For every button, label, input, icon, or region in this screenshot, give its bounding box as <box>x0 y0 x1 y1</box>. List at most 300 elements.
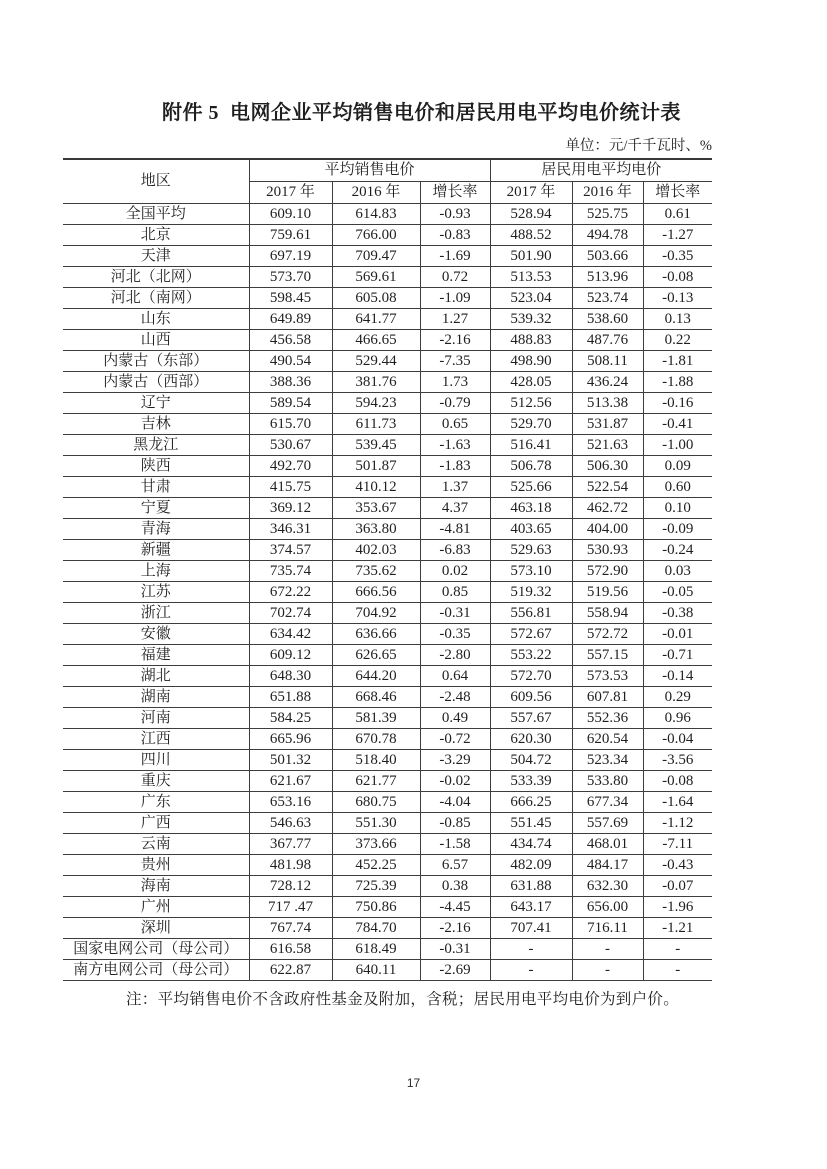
value-cell: 436.24 <box>572 372 643 393</box>
page-title: 附件 5 电网企业平均销售电价和居民用电平均电价统计表 <box>162 102 681 124</box>
table-row <box>63 645 712 666</box>
table-row <box>63 603 712 624</box>
value-cell: 381.76 <box>332 372 420 393</box>
value-cell: 403.65 <box>490 519 572 540</box>
value-cell: 484.17 <box>572 855 643 876</box>
value-cell: -7.35 <box>420 351 490 372</box>
value-cell: -1.69 <box>420 246 490 267</box>
value-cell: 614.83 <box>332 204 420 225</box>
value-cell: 533.80 <box>572 771 643 792</box>
value-cell: 573.53 <box>572 666 643 687</box>
value-cell: 1.27 <box>420 309 490 330</box>
value-cell: -0.71 <box>643 645 712 666</box>
value-cell: 573.70 <box>249 267 332 288</box>
value-cell: 636.66 <box>332 624 420 645</box>
value-cell: 0.85 <box>420 582 490 603</box>
value-cell: 501.90 <box>490 246 572 267</box>
value-cell: 611.73 <box>332 414 420 435</box>
value-cell: 784.70 <box>332 918 420 939</box>
value-cell: 513.38 <box>572 393 643 414</box>
value-cell: 668.46 <box>332 687 420 708</box>
value-cell: 607.81 <box>572 687 643 708</box>
column-header-sales-2017: 2017 年 <box>249 182 332 204</box>
value-cell: 0.09 <box>643 456 712 477</box>
value-cell: -0.08 <box>643 771 712 792</box>
value-cell: 481.98 <box>249 855 332 876</box>
value-cell: 0.72 <box>420 267 490 288</box>
value-cell: 643.17 <box>490 897 572 918</box>
value-cell: 415.75 <box>249 477 332 498</box>
value-cell: 766.00 <box>332 225 420 246</box>
value-cell: 697.19 <box>249 246 332 267</box>
value-cell: 516.41 <box>490 435 572 456</box>
value-cell: 665.96 <box>249 729 332 750</box>
value-cell: -1.83 <box>420 456 490 477</box>
value-cell: 367.77 <box>249 834 332 855</box>
value-cell: 0.96 <box>643 708 712 729</box>
value-cell: 404.00 <box>572 519 643 540</box>
table-row <box>63 624 712 645</box>
value-cell: 666.56 <box>332 582 420 603</box>
value-cell: 490.54 <box>249 351 332 372</box>
region-cell: 全国平均 <box>63 204 249 225</box>
region-cell: 国家电网公司（母公司） <box>63 939 249 960</box>
value-cell: -1.88 <box>643 372 712 393</box>
value-cell: 605.08 <box>332 288 420 309</box>
value-cell: 525.75 <box>572 204 643 225</box>
value-cell: 463.18 <box>490 498 572 519</box>
value-cell: 452.25 <box>332 855 420 876</box>
value-cell: 704.92 <box>332 603 420 624</box>
value-cell: 621.77 <box>332 771 420 792</box>
table-row <box>63 414 712 435</box>
value-cell: -3.29 <box>420 750 490 771</box>
value-cell: - <box>490 960 572 981</box>
value-cell: 620.54 <box>572 729 643 750</box>
table-body <box>63 204 712 981</box>
value-cell: 622.87 <box>249 960 332 981</box>
region-cell: 宁夏 <box>63 498 249 519</box>
value-cell: 0.03 <box>643 561 712 582</box>
table-row <box>63 246 712 267</box>
value-cell: 6.57 <box>420 855 490 876</box>
value-cell: 369.12 <box>249 498 332 519</box>
region-cell: 江西 <box>63 729 249 750</box>
region-cell: 浙江 <box>63 603 249 624</box>
region-cell: 天津 <box>63 246 249 267</box>
table-row <box>63 708 712 729</box>
column-header-residential-2016: 2016 年 <box>572 182 643 204</box>
value-cell: 735.74 <box>249 561 332 582</box>
value-cell: 522.54 <box>572 477 643 498</box>
value-cell: - <box>643 960 712 981</box>
value-cell: 501.87 <box>332 456 420 477</box>
value-cell: 651.88 <box>249 687 332 708</box>
value-cell: 488.52 <box>490 225 572 246</box>
region-cell: 甘肃 <box>63 477 249 498</box>
table-row <box>63 729 712 750</box>
value-cell: -0.43 <box>643 855 712 876</box>
value-cell: 523.74 <box>572 288 643 309</box>
value-cell: 512.56 <box>490 393 572 414</box>
value-cell: -2.69 <box>420 960 490 981</box>
value-cell: 488.83 <box>490 330 572 351</box>
table-row <box>63 225 712 246</box>
value-cell: 728.12 <box>249 876 332 897</box>
value-cell: 558.94 <box>572 603 643 624</box>
value-cell: -0.01 <box>643 624 712 645</box>
value-cell: 466.65 <box>332 330 420 351</box>
value-cell: -0.07 <box>643 876 712 897</box>
value-cell: -2.16 <box>420 918 490 939</box>
table-row <box>63 267 712 288</box>
value-cell: 523.04 <box>490 288 572 309</box>
value-cell: -0.08 <box>643 267 712 288</box>
region-cell: 湖北 <box>63 666 249 687</box>
value-cell: 508.11 <box>572 351 643 372</box>
value-cell: 434.74 <box>490 834 572 855</box>
value-cell: 680.75 <box>332 792 420 813</box>
value-cell: 531.87 <box>572 414 643 435</box>
value-cell: -3.56 <box>643 750 712 771</box>
value-cell: -0.05 <box>643 582 712 603</box>
value-cell: -1.96 <box>643 897 712 918</box>
table-row <box>63 834 712 855</box>
value-cell: - <box>572 960 643 981</box>
value-cell: 631.88 <box>490 876 572 897</box>
value-cell: 557.69 <box>572 813 643 834</box>
value-cell: 0.22 <box>643 330 712 351</box>
table-row <box>63 666 712 687</box>
value-cell: 0.49 <box>420 708 490 729</box>
table-row <box>63 771 712 792</box>
column-header-sales-2016: 2016 年 <box>332 182 420 204</box>
value-cell: -0.04 <box>643 729 712 750</box>
table-row <box>63 519 712 540</box>
value-cell: 346.31 <box>249 519 332 540</box>
value-cell: 572.72 <box>572 624 643 645</box>
value-cell: 632.30 <box>572 876 643 897</box>
value-cell: -0.38 <box>643 603 712 624</box>
column-group-residential-price: 居民用电平均电价 <box>490 159 712 182</box>
value-cell: 716.11 <box>572 918 643 939</box>
region-cell: 四川 <box>63 750 249 771</box>
value-cell: - <box>490 939 572 960</box>
value-cell: 709.47 <box>332 246 420 267</box>
value-cell: 572.90 <box>572 561 643 582</box>
value-cell: 482.09 <box>490 855 572 876</box>
value-cell: 551.45 <box>490 813 572 834</box>
value-cell: 0.65 <box>420 414 490 435</box>
region-cell: 山西 <box>63 330 249 351</box>
value-cell: 707.41 <box>490 918 572 939</box>
value-cell: - <box>572 939 643 960</box>
region-cell: 内蒙古（东部） <box>63 351 249 372</box>
value-cell: 621.67 <box>249 771 332 792</box>
value-cell: 581.39 <box>332 708 420 729</box>
column-header-region: 地区 <box>63 159 249 204</box>
region-cell: 河北（北网） <box>63 267 249 288</box>
value-cell: 0.38 <box>420 876 490 897</box>
value-cell: -4.04 <box>420 792 490 813</box>
value-cell: 529.63 <box>490 540 572 561</box>
value-cell: 462.72 <box>572 498 643 519</box>
table-row <box>63 876 712 897</box>
value-cell: 506.78 <box>490 456 572 477</box>
table-row <box>63 330 712 351</box>
table-row <box>63 393 712 414</box>
table-row <box>63 456 712 477</box>
table-row <box>63 855 712 876</box>
value-cell: 513.96 <box>572 267 643 288</box>
value-cell: 402.03 <box>332 540 420 561</box>
value-cell: 649.89 <box>249 309 332 330</box>
table-row <box>63 750 712 771</box>
value-cell: 572.70 <box>490 666 572 687</box>
table-row <box>63 792 712 813</box>
value-cell: 501.32 <box>249 750 332 771</box>
value-cell: 498.90 <box>490 351 572 372</box>
value-cell: -0.41 <box>643 414 712 435</box>
table-footnote: 注：平均销售电价不含政府性基金及附加，含税；居民用电平均电价为到户价。 <box>126 991 680 1008</box>
value-cell: - <box>643 939 712 960</box>
value-cell: -4.81 <box>420 519 490 540</box>
value-cell: 620.30 <box>490 729 572 750</box>
value-cell: 552.36 <box>572 708 643 729</box>
value-cell: 609.10 <box>249 204 332 225</box>
value-cell: -0.31 <box>420 603 490 624</box>
value-cell: 557.67 <box>490 708 572 729</box>
value-cell: -2.48 <box>420 687 490 708</box>
value-cell: 363.80 <box>332 519 420 540</box>
region-cell: 广西 <box>63 813 249 834</box>
region-cell: 山东 <box>63 309 249 330</box>
value-cell: 538.60 <box>572 309 643 330</box>
value-cell: 759.61 <box>249 225 332 246</box>
region-cell: 贵州 <box>63 855 249 876</box>
table-row <box>63 435 712 456</box>
value-cell: 388.36 <box>249 372 332 393</box>
page-number: 17 <box>406 1076 421 1090</box>
column-group-average-sales-price: 平均销售电价 <box>249 159 490 182</box>
value-cell: 0.10 <box>643 498 712 519</box>
value-cell: 0.61 <box>643 204 712 225</box>
value-cell: -0.35 <box>420 624 490 645</box>
value-cell: 648.30 <box>249 666 332 687</box>
value-cell: 584.25 <box>249 708 332 729</box>
table-row <box>63 939 712 960</box>
value-cell: 521.63 <box>572 435 643 456</box>
value-cell: 569.61 <box>332 267 420 288</box>
value-cell: 735.62 <box>332 561 420 582</box>
value-cell: 487.76 <box>572 330 643 351</box>
table-row <box>63 498 712 519</box>
value-cell: 598.45 <box>249 288 332 309</box>
value-cell: -1.63 <box>420 435 490 456</box>
value-cell: 656.00 <box>572 897 643 918</box>
value-cell: 666.25 <box>490 792 572 813</box>
region-cell: 青海 <box>63 519 249 540</box>
value-cell: -0.31 <box>420 939 490 960</box>
value-cell: -0.72 <box>420 729 490 750</box>
value-cell: 373.66 <box>332 834 420 855</box>
table-row <box>63 351 712 372</box>
value-cell: -1.12 <box>643 813 712 834</box>
unit-label: 单位：元/千千瓦时、% <box>565 138 712 154</box>
table-row <box>63 288 712 309</box>
region-cell: 北京 <box>63 225 249 246</box>
column-header-residential-growth: 增长率 <box>643 182 712 204</box>
value-cell: 1.73 <box>420 372 490 393</box>
region-cell: 广东 <box>63 792 249 813</box>
value-cell: -0.35 <box>643 246 712 267</box>
value-cell: 0.13 <box>643 309 712 330</box>
region-cell: 广州 <box>63 897 249 918</box>
value-cell: 492.70 <box>249 456 332 477</box>
region-cell: 江苏 <box>63 582 249 603</box>
value-cell: -1.09 <box>420 288 490 309</box>
table-row <box>63 813 712 834</box>
value-cell: -0.16 <box>643 393 712 414</box>
value-cell: 557.15 <box>572 645 643 666</box>
value-cell: 503.66 <box>572 246 643 267</box>
value-cell: -0.79 <box>420 393 490 414</box>
value-cell: 353.67 <box>332 498 420 519</box>
value-cell: 529.44 <box>332 351 420 372</box>
value-cell: 546.63 <box>249 813 332 834</box>
column-header-sales-growth: 增长率 <box>420 182 490 204</box>
value-cell: 0.60 <box>643 477 712 498</box>
value-cell: 626.65 <box>332 645 420 666</box>
value-cell: -0.09 <box>643 519 712 540</box>
value-cell: -1.00 <box>643 435 712 456</box>
table-row <box>63 897 712 918</box>
header-group-row <box>63 159 712 182</box>
region-cell: 重庆 <box>63 771 249 792</box>
value-cell: 573.10 <box>490 561 572 582</box>
value-cell: 609.12 <box>249 645 332 666</box>
value-cell: 494.78 <box>572 225 643 246</box>
value-cell: 528.94 <box>490 204 572 225</box>
value-cell: -1.21 <box>643 918 712 939</box>
electricity-price-table <box>63 158 712 981</box>
value-cell: 767.74 <box>249 918 332 939</box>
value-cell: 374.57 <box>249 540 332 561</box>
value-cell: 634.42 <box>249 624 332 645</box>
value-cell: -1.64 <box>643 792 712 813</box>
region-cell: 上海 <box>63 561 249 582</box>
table-row <box>63 477 712 498</box>
table-row <box>63 918 712 939</box>
value-cell: -0.02 <box>420 771 490 792</box>
table-row <box>63 561 712 582</box>
value-cell: 539.45 <box>332 435 420 456</box>
table-row <box>63 372 712 393</box>
value-cell: -0.85 <box>420 813 490 834</box>
value-cell: 672.22 <box>249 582 332 603</box>
value-cell: -2.16 <box>420 330 490 351</box>
value-cell: 717 .47 <box>249 897 332 918</box>
value-cell: 1.37 <box>420 477 490 498</box>
value-cell: 530.93 <box>572 540 643 561</box>
value-cell: 677.34 <box>572 792 643 813</box>
region-cell: 安徽 <box>63 624 249 645</box>
value-cell: 506.30 <box>572 456 643 477</box>
region-cell: 福建 <box>63 645 249 666</box>
value-cell: -0.93 <box>420 204 490 225</box>
table-row <box>63 540 712 561</box>
region-cell: 内蒙古（西部） <box>63 372 249 393</box>
value-cell: 750.86 <box>332 897 420 918</box>
table-header <box>63 159 712 204</box>
value-cell: 519.32 <box>490 582 572 603</box>
value-cell: -0.24 <box>643 540 712 561</box>
value-cell: 519.56 <box>572 582 643 603</box>
region-cell: 新疆 <box>63 540 249 561</box>
value-cell: -1.81 <box>643 351 712 372</box>
value-cell: 410.12 <box>332 477 420 498</box>
table-row <box>63 582 712 603</box>
value-cell: 456.58 <box>249 330 332 351</box>
value-cell: 670.78 <box>332 729 420 750</box>
value-cell: 551.30 <box>332 813 420 834</box>
value-cell: 428.05 <box>490 372 572 393</box>
value-cell: 641.77 <box>332 309 420 330</box>
value-cell: 539.32 <box>490 309 572 330</box>
region-cell: 云南 <box>63 834 249 855</box>
value-cell: 529.70 <box>490 414 572 435</box>
value-cell: -0.13 <box>643 288 712 309</box>
region-cell: 吉林 <box>63 414 249 435</box>
value-cell: 530.67 <box>249 435 332 456</box>
region-cell: 辽宁 <box>63 393 249 414</box>
value-cell: 518.40 <box>332 750 420 771</box>
table-row <box>63 309 712 330</box>
region-cell: 河北（南网） <box>63 288 249 309</box>
value-cell: 553.22 <box>490 645 572 666</box>
region-cell: 黑龙江 <box>63 435 249 456</box>
value-cell: -1.58 <box>420 834 490 855</box>
table-row <box>63 204 712 225</box>
value-cell: 4.37 <box>420 498 490 519</box>
value-cell: 589.54 <box>249 393 332 414</box>
value-cell: -0.83 <box>420 225 490 246</box>
value-cell: 616.58 <box>249 939 332 960</box>
value-cell: 644.20 <box>332 666 420 687</box>
value-cell: 640.11 <box>332 960 420 981</box>
table-row <box>63 687 712 708</box>
value-cell: 0.64 <box>420 666 490 687</box>
value-cell: 0.02 <box>420 561 490 582</box>
value-cell: 556.81 <box>490 603 572 624</box>
value-cell: 615.70 <box>249 414 332 435</box>
value-cell: 572.67 <box>490 624 572 645</box>
region-cell: 深圳 <box>63 918 249 939</box>
region-cell: 河南 <box>63 708 249 729</box>
region-cell: 海南 <box>63 876 249 897</box>
value-cell: 504.72 <box>490 750 572 771</box>
value-cell: -4.45 <box>420 897 490 918</box>
value-cell: 523.34 <box>572 750 643 771</box>
value-cell: 609.56 <box>490 687 572 708</box>
value-cell: 594.23 <box>332 393 420 414</box>
value-cell: 525.66 <box>490 477 572 498</box>
region-cell: 南方电网公司（母公司） <box>63 960 249 981</box>
value-cell: 653.16 <box>249 792 332 813</box>
table-row <box>63 960 712 981</box>
region-cell: 湖南 <box>63 687 249 708</box>
region-cell: 陕西 <box>63 456 249 477</box>
